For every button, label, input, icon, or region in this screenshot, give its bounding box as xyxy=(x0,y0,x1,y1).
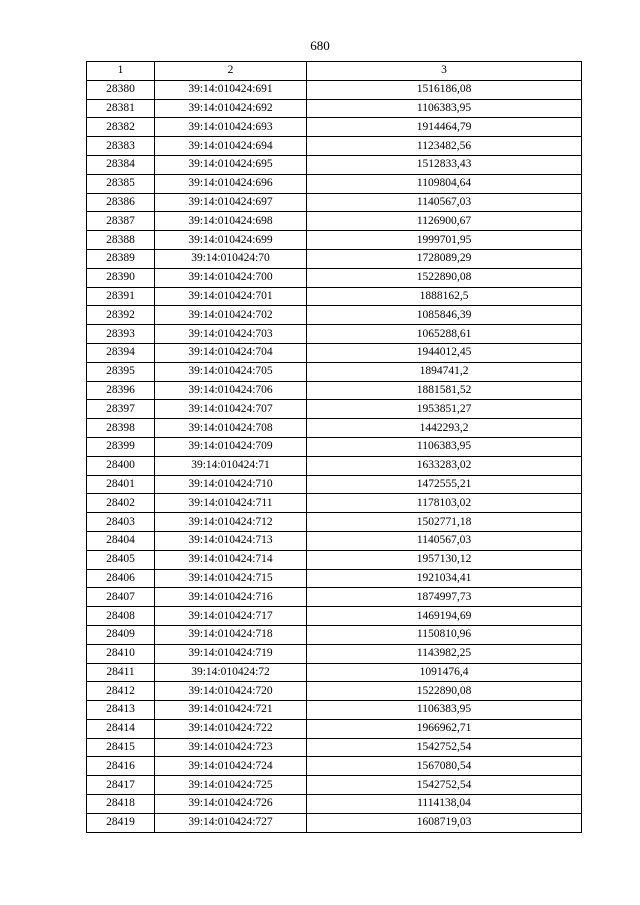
table-row xyxy=(87,155,582,174)
table-row xyxy=(87,456,582,475)
cadastral-number-cell: 39:14:010424:706 xyxy=(155,381,307,400)
table-row xyxy=(87,437,582,456)
column-header-3: 3 xyxy=(307,62,582,81)
cadastral-number-cell: 39:14:010424:692 xyxy=(155,99,307,118)
cadastral-number-cell: 39:14:010424:701 xyxy=(155,287,307,306)
table-row xyxy=(87,268,582,287)
table-row xyxy=(87,644,582,663)
table-row xyxy=(87,118,582,137)
row-number-cell: 28381 xyxy=(87,99,155,118)
table-row xyxy=(87,607,582,626)
row-number-cell: 28385 xyxy=(87,174,155,193)
table-row xyxy=(87,249,582,268)
value-cell: 1522890,08 xyxy=(307,682,582,701)
value-cell: 1106383,95 xyxy=(307,437,582,456)
page-number: 680 xyxy=(310,38,330,53)
table-row xyxy=(87,381,582,400)
value-cell: 1106383,95 xyxy=(307,99,582,118)
value-cell: 1126900,67 xyxy=(307,212,582,231)
row-number-cell: 28405 xyxy=(87,550,155,569)
row-number-cell: 28408 xyxy=(87,607,155,626)
value-cell: 1502771,18 xyxy=(307,513,582,532)
value-cell: 1140567,03 xyxy=(307,193,582,212)
value-cell: 1512833,43 xyxy=(307,155,582,174)
cadastral-number-cell: 39:14:010424:716 xyxy=(155,588,307,607)
cadastral-number-cell: 39:14:010424:702 xyxy=(155,306,307,325)
cadastral-number-cell: 39:14:010424:725 xyxy=(155,776,307,795)
table-row xyxy=(87,813,582,832)
column-header-2: 2 xyxy=(155,62,307,81)
row-number-cell: 28384 xyxy=(87,155,155,174)
value-cell: 1114138,04 xyxy=(307,795,582,814)
row-number-cell: 28414 xyxy=(87,719,155,738)
value-cell: 1085846,39 xyxy=(307,306,582,325)
cadastral-number-cell: 39:14:010424:709 xyxy=(155,437,307,456)
row-number-cell: 28395 xyxy=(87,362,155,381)
cadastral-number-cell: 39:14:010424:697 xyxy=(155,193,307,212)
cadastral-number-cell: 39:14:010424:710 xyxy=(155,475,307,494)
cadastral-number-cell: 39:14:010424:719 xyxy=(155,644,307,663)
table-row xyxy=(87,701,582,720)
value-cell: 1966962,71 xyxy=(307,719,582,738)
table-row xyxy=(87,569,582,588)
row-number-cell: 28383 xyxy=(87,137,155,156)
row-number-cell: 28413 xyxy=(87,701,155,720)
table-row xyxy=(87,550,582,569)
row-number-cell: 28398 xyxy=(87,419,155,438)
row-number-cell: 28416 xyxy=(87,757,155,776)
cadastral-number-cell: 39:14:010424:703 xyxy=(155,325,307,344)
value-cell: 1516186,08 xyxy=(307,80,582,99)
row-number-cell: 28404 xyxy=(87,531,155,550)
row-number-cell: 28409 xyxy=(87,625,155,644)
row-number-cell: 28411 xyxy=(87,663,155,682)
cadastral-number-cell: 39:14:010424:720 xyxy=(155,682,307,701)
row-number-cell: 28393 xyxy=(87,325,155,344)
value-cell: 1542752,54 xyxy=(307,776,582,795)
table-row xyxy=(87,325,582,344)
value-cell: 1442293,2 xyxy=(307,419,582,438)
table-row xyxy=(87,306,582,325)
table-row xyxy=(87,400,582,419)
cadastral-number-cell: 39:14:010424:695 xyxy=(155,155,307,174)
cadastral-number-cell: 39:14:010424:717 xyxy=(155,607,307,626)
row-number-cell: 28412 xyxy=(87,682,155,701)
table-header xyxy=(87,62,582,81)
value-cell: 1143982,25 xyxy=(307,644,582,663)
table-row xyxy=(87,776,582,795)
table-row xyxy=(87,475,582,494)
row-number-cell: 28382 xyxy=(87,118,155,137)
value-cell: 1999701,95 xyxy=(307,231,582,250)
value-cell: 1123482,56 xyxy=(307,137,582,156)
value-cell: 1542752,54 xyxy=(307,738,582,757)
row-number-cell: 28401 xyxy=(87,475,155,494)
table-row xyxy=(87,80,582,99)
cadastral-number-cell: 39:14:010424:721 xyxy=(155,701,307,720)
row-number-cell: 28391 xyxy=(87,287,155,306)
cadastral-number-cell: 39:14:010424:715 xyxy=(155,569,307,588)
table-row xyxy=(87,193,582,212)
row-number-cell: 28386 xyxy=(87,193,155,212)
cadastral-number-cell: 39:14:010424:713 xyxy=(155,531,307,550)
table-row xyxy=(87,99,582,118)
value-cell: 1633283,02 xyxy=(307,456,582,475)
row-number-cell: 28380 xyxy=(87,80,155,99)
cadastral-number-cell: 39:14:010424:705 xyxy=(155,362,307,381)
table-row xyxy=(87,419,582,438)
cadastral-number-cell: 39:14:010424:722 xyxy=(155,719,307,738)
row-number-cell: 28399 xyxy=(87,437,155,456)
table-row xyxy=(87,682,582,701)
table-row xyxy=(87,494,582,513)
value-cell: 1091476,4 xyxy=(307,663,582,682)
table-row xyxy=(87,795,582,814)
cadastral-number-cell: 39:14:010424:714 xyxy=(155,550,307,569)
cadastral-number-cell: 39:14:010424:70 xyxy=(155,249,307,268)
value-cell: 1944012,45 xyxy=(307,343,582,362)
table-row xyxy=(87,343,582,362)
value-cell: 1140567,03 xyxy=(307,531,582,550)
value-cell: 1178103,02 xyxy=(307,494,582,513)
cadastral-number-cell: 39:14:010424:71 xyxy=(155,456,307,475)
value-cell: 1728089,29 xyxy=(307,249,582,268)
row-number-cell: 28418 xyxy=(87,795,155,814)
table-row xyxy=(87,231,582,250)
row-number-cell: 28396 xyxy=(87,381,155,400)
value-cell: 1953851,27 xyxy=(307,400,582,419)
value-cell: 1888162,5 xyxy=(307,287,582,306)
cadastral-number-cell: 39:14:010424:694 xyxy=(155,137,307,156)
data-table xyxy=(86,61,582,833)
row-number-cell: 28403 xyxy=(87,513,155,532)
row-number-cell: 28389 xyxy=(87,249,155,268)
value-cell: 1608719,03 xyxy=(307,813,582,832)
table-row xyxy=(87,287,582,306)
row-number-cell: 28415 xyxy=(87,738,155,757)
cadastral-number-cell: 39:14:010424:718 xyxy=(155,625,307,644)
row-number-cell: 28407 xyxy=(87,588,155,607)
cadastral-number-cell: 39:14:010424:704 xyxy=(155,343,307,362)
row-number-cell: 28394 xyxy=(87,343,155,362)
cadastral-number-cell: 39:14:010424:712 xyxy=(155,513,307,532)
value-cell: 1469194,69 xyxy=(307,607,582,626)
header-row xyxy=(87,62,582,81)
table-row xyxy=(87,719,582,738)
table-row xyxy=(87,757,582,776)
row-number-cell: 28400 xyxy=(87,456,155,475)
row-number-cell: 28397 xyxy=(87,400,155,419)
row-number-cell: 28387 xyxy=(87,212,155,231)
table-row xyxy=(87,137,582,156)
cadastral-number-cell: 39:14:010424:693 xyxy=(155,118,307,137)
cadastral-number-cell: 39:14:010424:696 xyxy=(155,174,307,193)
table-row xyxy=(87,212,582,231)
table-row xyxy=(87,531,582,550)
row-number-cell: 28388 xyxy=(87,231,155,250)
cadastral-number-cell: 39:14:010424:723 xyxy=(155,738,307,757)
table-row xyxy=(87,362,582,381)
row-number-cell: 28402 xyxy=(87,494,155,513)
value-cell: 1874997,73 xyxy=(307,588,582,607)
value-cell: 1472555,21 xyxy=(307,475,582,494)
table-row xyxy=(87,663,582,682)
value-cell: 1881581,52 xyxy=(307,381,582,400)
cadastral-number-cell: 39:14:010424:72 xyxy=(155,663,307,682)
cadastral-number-cell: 39:14:010424:698 xyxy=(155,212,307,231)
row-number-cell: 28390 xyxy=(87,268,155,287)
row-number-cell: 28419 xyxy=(87,813,155,832)
table-row xyxy=(87,625,582,644)
value-cell: 1921034,41 xyxy=(307,569,582,588)
value-cell: 1914464,79 xyxy=(307,118,582,137)
value-cell: 1106383,95 xyxy=(307,701,582,720)
column-header-1: 1 xyxy=(87,62,155,81)
value-cell: 1894741,2 xyxy=(307,362,582,381)
cadastral-number-cell: 39:14:010424:699 xyxy=(155,231,307,250)
cadastral-number-cell: 39:14:010424:726 xyxy=(155,795,307,814)
value-cell: 1567080,54 xyxy=(307,757,582,776)
value-cell: 1522890,08 xyxy=(307,268,582,287)
row-number-cell: 28410 xyxy=(87,644,155,663)
cadastral-number-cell: 39:14:010424:727 xyxy=(155,813,307,832)
value-cell: 1065288,61 xyxy=(307,325,582,344)
row-number-cell: 28417 xyxy=(87,776,155,795)
table-row xyxy=(87,738,582,757)
table-row xyxy=(87,588,582,607)
value-cell: 1150810,96 xyxy=(307,625,582,644)
table-body xyxy=(87,80,582,832)
cadastral-number-cell: 39:14:010424:707 xyxy=(155,400,307,419)
cadastral-number-cell: 39:14:010424:711 xyxy=(155,494,307,513)
cadastral-number-cell: 39:14:010424:691 xyxy=(155,80,307,99)
value-cell: 1957130,12 xyxy=(307,550,582,569)
row-number-cell: 28392 xyxy=(87,306,155,325)
table-row xyxy=(87,174,582,193)
cadastral-number-cell: 39:14:010424:708 xyxy=(155,419,307,438)
cadastral-number-cell: 39:14:010424:700 xyxy=(155,268,307,287)
value-cell: 1109804,64 xyxy=(307,174,582,193)
row-number-cell: 28406 xyxy=(87,569,155,588)
table-row xyxy=(87,513,582,532)
cadastral-number-cell: 39:14:010424:724 xyxy=(155,757,307,776)
